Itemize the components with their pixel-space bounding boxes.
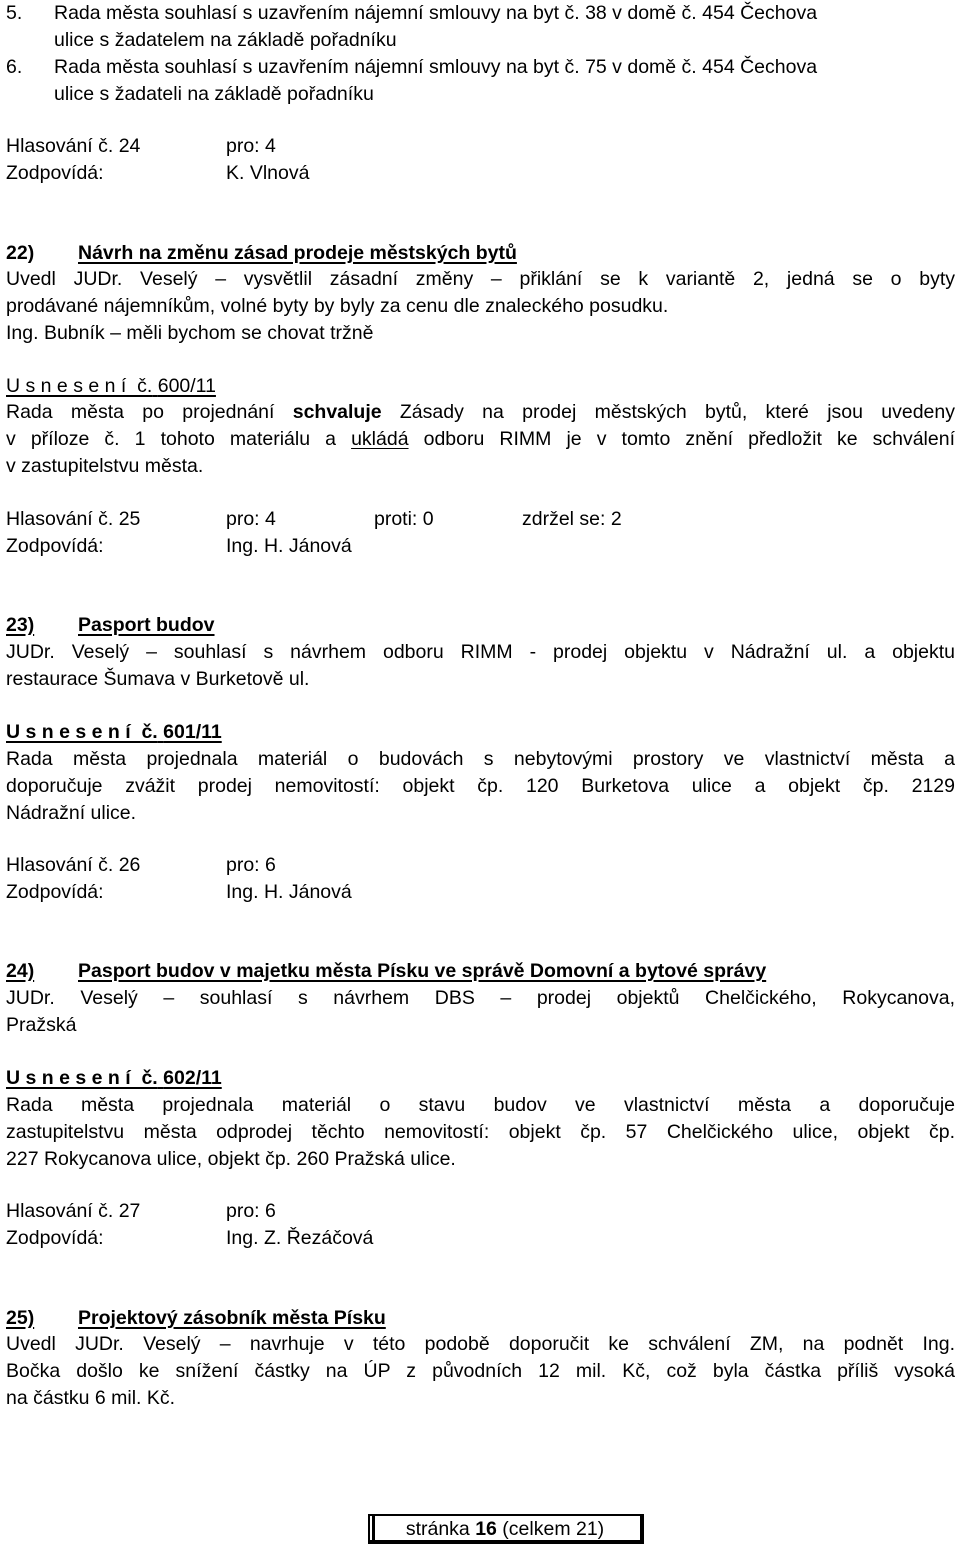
responsible-name: Ing. H. Jánová xyxy=(226,535,352,557)
vote-pro: pro: 6 xyxy=(226,1200,276,1222)
vote-label: Hlasování č. 26 xyxy=(6,854,141,876)
responsible-label: Zodpovídá: xyxy=(6,162,104,184)
resolution-line: Rada města projednala materiál o stavu budov ve vlastnictví města a doporučuje xyxy=(6,1094,955,1116)
resolution-label xyxy=(6,721,222,743)
section-heading xyxy=(6,240,517,266)
resolution-label-text: U s n e s e n í č. xyxy=(6,1067,158,1089)
resolution-text: Zásady na prodej městských bytů, které jsou uvedeny xyxy=(381,401,955,423)
resolution-heading xyxy=(6,1065,222,1091)
resolution-heading xyxy=(6,373,216,399)
page-number-suffix: (celkem 21) xyxy=(496,1518,605,1540)
resolution-text: v příloze č. 1 tohoto materiálu a xyxy=(6,428,352,450)
resolution-verb: schvaluje xyxy=(292,401,382,423)
section-number: 22) xyxy=(6,242,35,264)
vote-zdrzel: zdržel se: 2 xyxy=(522,508,622,530)
list-text: Rada města souhlasí s uzavřením nájemní smlouvy na byt č. 75 v domě č. 454 Čechova xyxy=(54,56,818,78)
resolution-line xyxy=(6,426,955,452)
section-number: 25) xyxy=(6,1307,35,1329)
vote-line xyxy=(6,852,276,878)
responsible-line xyxy=(6,879,352,905)
section-heading xyxy=(6,958,766,984)
responsible-label: Zodpovídá: xyxy=(6,535,104,557)
vote-line xyxy=(6,133,276,159)
list-item-5-cont: ulice s žadatelem na základě pořadníku xyxy=(54,29,397,51)
resolution-label xyxy=(6,375,216,397)
paragraph-line: Ing. Bubník – měli bychom se chovat tržně xyxy=(6,322,374,344)
box-left-bar xyxy=(372,1516,375,1540)
paragraph-line: prodávané nájemníkům, volné byty by byly za cenu dle znaleckého posudku. xyxy=(6,295,669,317)
page-number-box xyxy=(368,1514,644,1544)
section-title: Pasport budov v majetku města Písku ve správě Domovní a bytové správy xyxy=(78,960,767,982)
resolution-number: 602/11 xyxy=(163,1067,222,1089)
paragraph-line: Uvedl JUDr. Veselý – navrhuje v této podobě doporučit ke schválení ZM, na podnět Ing. xyxy=(6,1333,955,1355)
vote-pro: pro: 4 xyxy=(226,135,276,157)
paragraph-line: Uvedl JUDr. Veselý – vysvětlil zásadní změny – přiklání se k variantě 2, jedná se o byty xyxy=(6,268,955,290)
paragraph-line: Pražská xyxy=(6,1014,77,1036)
section-number: 24) xyxy=(6,960,35,982)
vote-label: Hlasování č. 27 xyxy=(6,1200,141,1222)
list-item-6-cont: ulice s žadateli na základě pořadníku xyxy=(54,83,374,105)
resolution-text: Rada města po projednání xyxy=(6,401,293,423)
resolution-number: 601/11 xyxy=(163,721,222,743)
responsible-line xyxy=(6,1225,373,1251)
vote-pro: pro: 6 xyxy=(226,854,276,876)
responsible-line xyxy=(6,533,352,559)
page-number-prefix: stránka xyxy=(405,1518,476,1540)
vote-label: Hlasování č. 25 xyxy=(6,508,141,530)
resolution-line: zastupitelstvu města odprodej těchto nemovitostí: objekt čp. 57 Chelčického ulice, objekt čp. xyxy=(6,1121,955,1143)
vote-label: Hlasování č. 24 xyxy=(6,135,141,157)
responsible-line xyxy=(6,160,309,186)
resolution-text: odboru RIMM je v tomto znění předložit ke schválení xyxy=(408,428,955,450)
resolution-line: Rada města projednala materiál o budovách s nebytovými prostory ve vlastnictví města a xyxy=(6,748,955,770)
resolution-line xyxy=(6,399,955,425)
responsible-name: Ing. H. Jánová xyxy=(226,881,352,903)
resolution-line: doporučuje zvážit prodej nemovitostí: objekt čp. 120 Burketova ulice a objekt čp. 2129 xyxy=(6,775,955,797)
responsible-name: Ing. Z. Řezáčová xyxy=(226,1227,374,1249)
section-title: Pasport budov xyxy=(78,614,215,636)
paragraph-line: na částku 6 mil. Kč. xyxy=(6,1387,176,1409)
page-number: 16 xyxy=(475,1518,497,1540)
paragraph-line: Bočka došlo ke snížení částky na ÚP z původních 12 mil. Kč, což byla částka příliš vysoká xyxy=(6,1360,955,1382)
paragraph-line: restaurace Šumava v Burketově ul. xyxy=(6,668,310,690)
resolution-label xyxy=(6,1067,222,1089)
section-heading xyxy=(6,1305,386,1331)
vote-line xyxy=(6,506,622,532)
resolution-line: v zastupitelstvu města. xyxy=(6,455,204,477)
paragraph-line: JUDr. Veselý – souhlasí s návrhem odboru RIMM - prodej objektu v Nádražní ul. a objektu xyxy=(6,641,955,663)
list-number: 5. xyxy=(6,2,23,24)
responsible-name: K. Vlnová xyxy=(226,162,310,184)
resolution-label-text: U s n e s e n í č. xyxy=(6,721,158,743)
list-item-5 xyxy=(6,0,817,26)
section-number: 23) xyxy=(6,614,35,636)
vote-proti: proti: 0 xyxy=(374,508,434,530)
section-title: Projektový zásobník města Písku xyxy=(78,1307,386,1329)
resolution-label-text: U s n e s e n í č. xyxy=(6,375,153,397)
resolution-line: 227 Rokycanova ulice, objekt čp. 260 Pražská ulice. xyxy=(6,1148,456,1170)
vote-line xyxy=(6,1198,276,1224)
section-heading xyxy=(6,612,215,638)
list-text: Rada města souhlasí s uzavřením nájemní smlouvy na byt č. 38 v domě č. 454 Čechova xyxy=(54,2,818,24)
paragraph-line: JUDr. Veselý – souhlasí s návrhem DBS – prodej objektů Chelčického, Rokycanova, xyxy=(6,987,955,1009)
resolution-number: 600/11 xyxy=(157,375,216,397)
vote-pro: pro: 4 xyxy=(226,508,276,530)
resolution-verb: ukládá xyxy=(351,428,409,450)
resolution-heading xyxy=(6,719,222,745)
list-item-6 xyxy=(6,54,817,80)
list-number: 6. xyxy=(6,56,23,78)
section-title: Návrh na změnu zásad prodeje městských bytů xyxy=(78,242,517,264)
responsible-label: Zodpovídá: xyxy=(6,881,104,903)
responsible-label: Zodpovídá: xyxy=(6,1227,104,1249)
resolution-line: Nádražní ulice. xyxy=(6,802,137,824)
